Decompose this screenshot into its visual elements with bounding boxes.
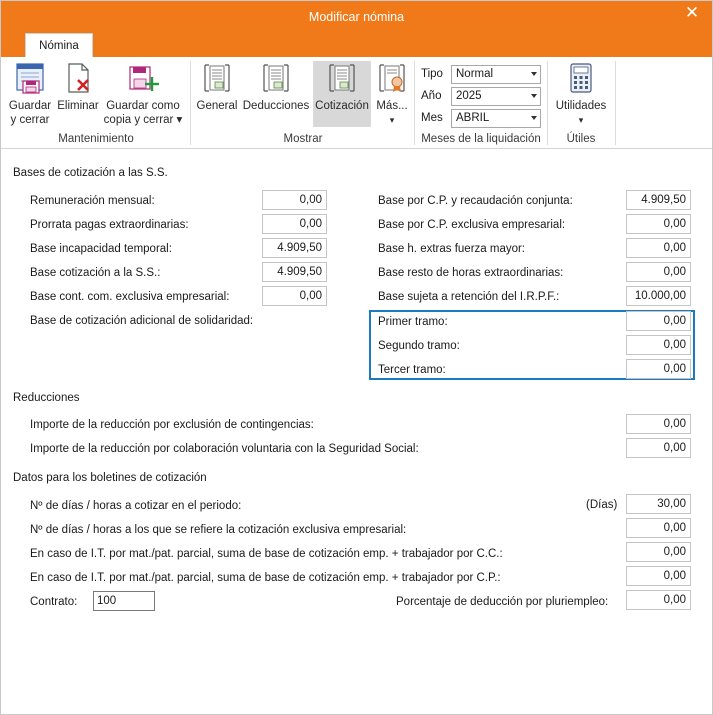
tipo-value: Normal [456,68,494,80]
certificate-icon [375,61,409,95]
mes-value: ABRIL [456,112,490,124]
reduccion-colaboracion-field[interactable]: 0,00 [626,438,691,458]
prorrata-pagas-label: Prorrata pagas extraordinarias: [30,219,189,231]
general-button[interactable] [195,61,239,113]
mas-dropdown-arrow: ▾ [389,115,395,125]
group-separator [615,61,616,145]
window-title: Modificar nómina [308,10,405,24]
primer-tramo-label: Primer tramo: [378,316,448,328]
pluriempleo-label: Porcentaje de deducción por pluriempleo: [396,596,609,608]
eliminar-button[interactable] [56,61,100,113]
guardar-copia-cerrar-button[interactable] [103,61,183,127]
it-cp-field[interactable]: 0,00 [626,566,691,586]
dias-exclusiva-label: Nº de días / horas a los que se refiere la cotización exclusiva empresarial: [30,524,407,536]
base-resto-horas-field[interactable]: 0,00 [626,262,691,282]
it-cp-label: En caso de I.T. por mat./pat. parcial, suma de base de cotización emp. + trabajador por C.P.: [30,572,501,584]
group-label-mantenimiento: Mantenimiento [58,133,134,145]
calculator-icon [564,61,598,95]
base-cont-com-field[interactable]: 0,00 [262,286,327,306]
general-document-icon [200,61,234,95]
save-copy-icon [126,61,160,95]
mas-label: Más... [376,100,408,112]
section-title-reducciones: Reducciones [13,392,80,404]
base-irpf-field[interactable]: 10.000,00 [626,286,691,306]
utilidades-dropdown-arrow: ▾ [578,115,584,125]
group-label-mostrar: Mostrar [283,133,323,145]
section-title-bases: Bases de cotización a las S.S. [13,167,168,179]
mes-label: Mes [421,112,443,124]
section-title-boletines: Datos para los boletines de cotización [13,472,207,484]
base-cont-com-label: Base cont. com. exclusiva empresarial: [30,291,230,303]
base-cotizacion-ss-field[interactable]: 4.909,50 [262,262,327,282]
segundo-tramo-label: Segundo tramo: [378,340,460,352]
deducciones-label: Deducciones [242,100,310,112]
dias-cotizar-label: Nº de días / horas a cotizar en el periodo: [30,500,242,512]
segundo-tramo-field[interactable]: 0,00 [626,335,691,355]
base-incapacidad-label: Base incapacidad temporal: [30,243,172,255]
mas-button[interactable] [374,61,410,127]
deducciones-document-icon [259,61,293,95]
chevron-down-icon [531,116,537,120]
base-cp-exclusiva-field[interactable]: 0,00 [626,214,691,234]
base-cp-recaudacion-field[interactable]: 4.909,50 [626,190,691,210]
base-h-extras-field[interactable]: 0,00 [626,238,691,258]
base-resto-horas-label: Base resto de horas extraordinarias: [378,267,564,279]
base-cotizacion-ss-label: Base cotización a la S.S.: [30,267,161,279]
contrato-field[interactable]: 100 [93,591,155,611]
remuneracion-mensual-label: Remuneración mensual: [30,195,155,207]
tipo-label: Tipo [421,68,443,80]
base-adicional-solidaridad-label: Base de cotización adicional de solidaridad: [30,315,254,327]
reduccion-exclusion-label: Importe de la reducción por exclusión de contingencias: [30,419,314,431]
reduccion-exclusion-field[interactable]: 0,00 [626,414,691,434]
anio-value: 2025 [456,90,482,102]
anio-label: Año [421,90,442,102]
base-h-extras-label: Base h. extras fuerza mayor: [378,243,526,255]
save-close-icon [13,61,47,95]
ribbon [1,57,712,149]
dias-cotizar-field[interactable]: 30,00 [626,494,691,514]
general-label: General [196,100,238,112]
anio-select[interactable] [451,87,541,106]
group-separator [414,61,415,145]
delete-document-icon [61,61,95,95]
close-icon[interactable]: ✕ [684,3,700,22]
dias-unit-label: (Días) [586,499,618,511]
chevron-down-icon [531,94,537,98]
base-incapacidad-field[interactable]: 4.909,50 [262,238,327,258]
base-cp-recaudacion-label: Base por C.P. y recaudación conjunta: [378,195,573,207]
utilidades-button[interactable] [553,61,609,127]
tipo-select[interactable] [451,65,541,84]
primer-tramo-field[interactable]: 0,00 [626,311,691,331]
pluriempleo-field[interactable]: 0,00 [626,590,691,610]
ribbon-tabstrip [1,33,712,57]
base-cp-exclusiva-label: Base por C.P. exclusiva empresarial: [378,219,566,231]
tercer-tramo-label: Tercer tramo: [378,364,446,376]
dias-exclusiva-field[interactable]: 0,00 [626,518,691,538]
group-label-utiles: Útiles [566,133,596,145]
mes-select[interactable] [451,109,541,128]
base-irpf-label: Base sujeta a retención del I.R.P.F.: [378,291,560,303]
it-cc-field[interactable]: 0,00 [626,542,691,562]
cotizacion-document-icon [325,61,359,95]
title-bar [1,1,712,33]
deducciones-button[interactable] [242,61,310,113]
guardar-copia-cerrar-label: Guardar como copia y cerrar ▾ [103,100,183,126]
guardar-cerrar-label: Guardar y cerrar [8,100,52,126]
cotizacion-button[interactable] [313,61,371,127]
cotizacion-label: Cotización [315,100,369,112]
contrato-label: Contrato: [30,596,78,608]
reduccion-colaboracion-label: Importe de la reducción por colaboración voluntaria con la Seguridad Social: [30,443,419,455]
eliminar-label: Eliminar [57,100,99,112]
guardar-cerrar-button[interactable] [7,61,53,127]
group-separator [547,61,548,145]
prorrata-pagas-field[interactable]: 0,00 [262,214,327,234]
tercer-tramo-field[interactable]: 0,00 [626,359,691,379]
group-label-meses: Meses de la liquidación [421,133,541,145]
remuneracion-mensual-field[interactable]: 0,00 [262,190,327,210]
group-separator [190,61,191,145]
chevron-down-icon [531,72,537,76]
it-cc-label: En caso de I.T. por mat./pat. parcial, suma de base de cotización emp. + trabajador por C.C.: [30,548,503,560]
tab-nomina[interactable]: Nómina [25,33,93,57]
utilidades-label: Utilidades [555,100,607,112]
